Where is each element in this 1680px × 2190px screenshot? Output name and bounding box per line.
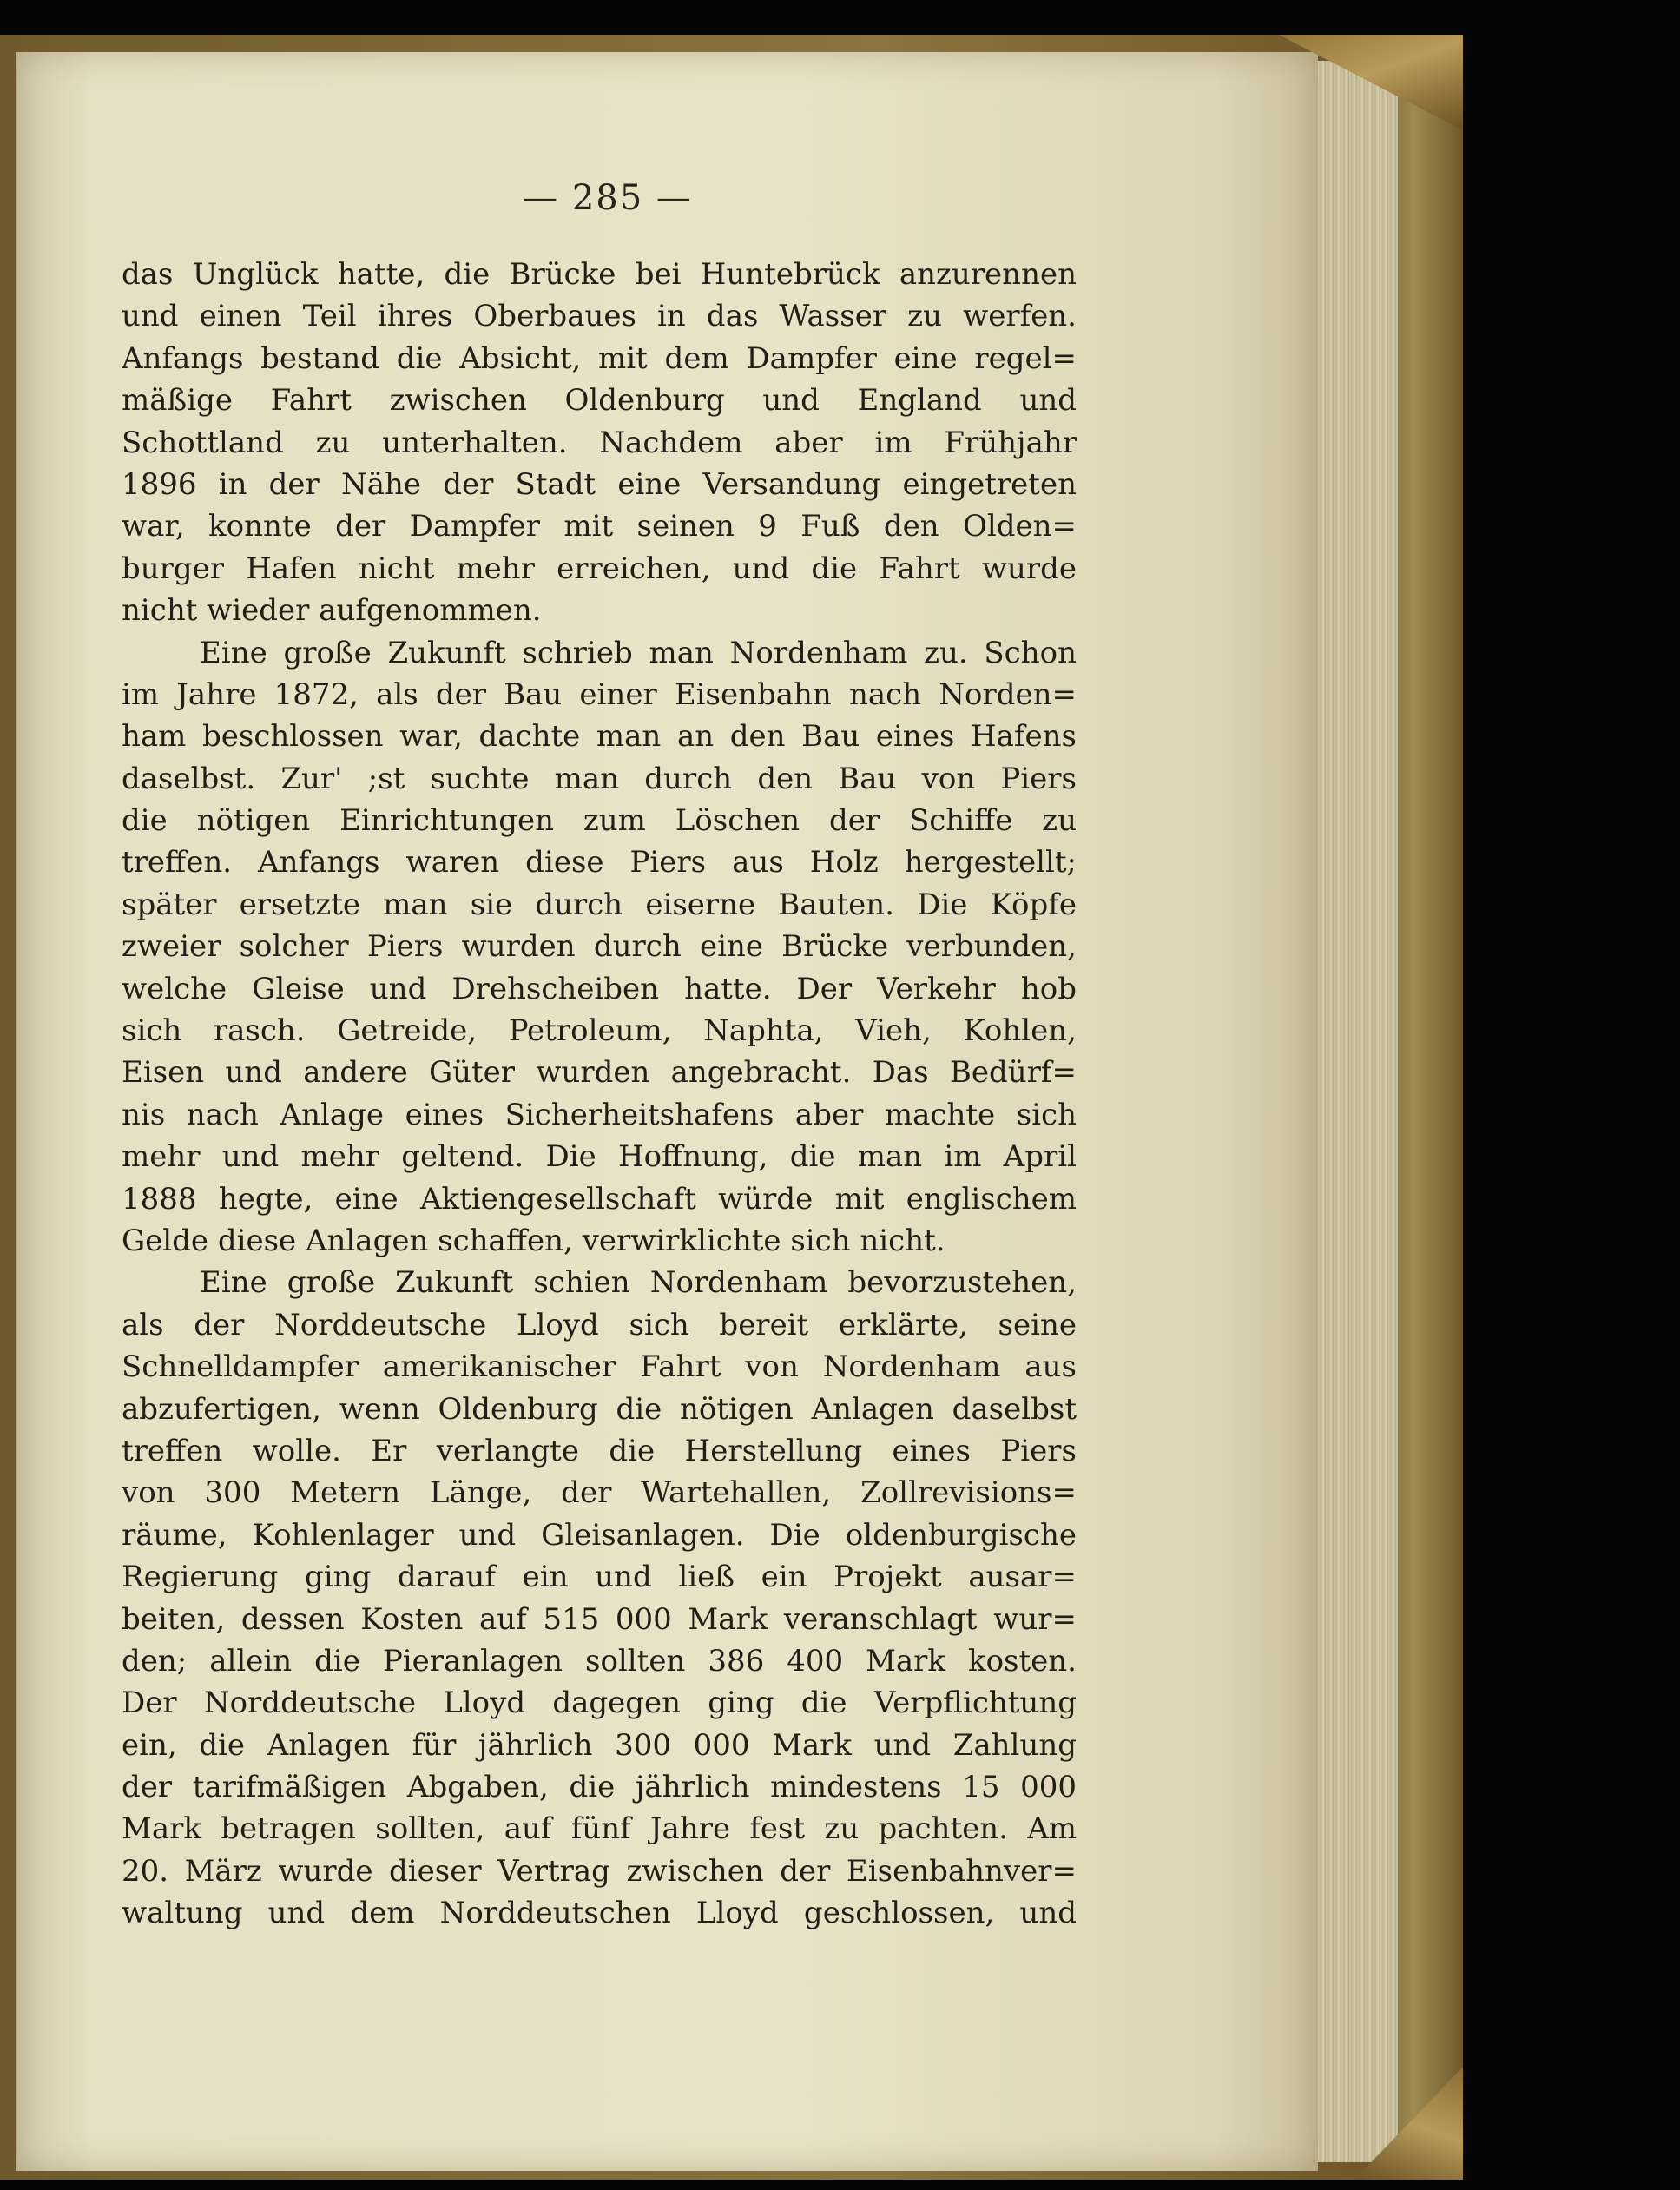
text-line: das Unglück hatte, die Brücke bei Huntebrück anzurennen <box>122 257 1077 292</box>
text-line: 1888 hegte, eine Aktiengesellschaft würde mit englischem <box>122 1181 1077 1217</box>
text-line: Eisen und andere Güter wurden angebracht. Das Bedürf= <box>122 1055 1077 1091</box>
text-line: treffen wolle. Er verlangte die Herstellung eines Piers <box>122 1433 1077 1468</box>
text-line: 20. März wurde dieser Vertrag zwischen der Eisenbahnver= <box>122 1853 1077 1889</box>
text-line: waltung und dem Norddeutschen Lloyd geschlossen, und <box>122 1896 1077 1931</box>
text-line: Regierung ging darauf ein und ließ ein Projekt ausar= <box>122 1560 1077 1595</box>
text-line: zweier solcher Piers wurden durch eine Brücke verbunden, <box>122 929 1077 965</box>
text-line: von 300 Metern Länge, der Wartehallen, Zollrevisions= <box>122 1475 1077 1511</box>
text-line: nicht wieder aufgenommen. <box>122 593 542 629</box>
text-line: abzufertigen, wenn Oldenburg die nötigen Anlagen daselbst <box>122 1391 1077 1427</box>
text-line: burger Hafen nicht mehr erreichen, und die Fahrt wurde <box>122 551 1077 586</box>
text-line: mäßige Fahrt zwischen Oldenburg und England und <box>122 383 1077 419</box>
text-line: Schottland zu unterhalten. Nachdem aber im Frühjahr <box>122 425 1077 460</box>
text-line: daselbst. Zur' ;st suchte man durch den Bau von Piers <box>122 761 1077 796</box>
text-line: treffen. Anfangs waren diese Piers aus Holz hergestellt; <box>122 845 1077 881</box>
text-line: den; allein die Pieranlagen sollten 386 400 Mark kosten. <box>122 1643 1077 1679</box>
text-line: ham beschlossen war, dachte man an den Bau eines Hafens <box>122 719 1077 755</box>
text-line: später ersetzte man sie durch eiserne Bauten. Die Köpfe <box>122 887 1077 922</box>
text-line: Anfangs bestand die Absicht, mit dem Dampfer eine regel= <box>122 340 1077 376</box>
body-text <box>122 254 1077 1935</box>
text-line: die nötigen Einrichtungen zum Löschen der Schiffe zu <box>122 803 1077 839</box>
text-line: Gelde diese Anlagen schaffen, verwirklichte sich nicht. <box>122 1223 945 1258</box>
text-line: war, konnte der Dampfer mit seinen 9 Fuß den Olden= <box>122 509 1077 544</box>
page-number: — 285 — <box>523 178 693 218</box>
text-line: Eine große Zukunft schien Nordenham bevorzustehen, <box>200 1265 1077 1301</box>
text-line: mehr und mehr geltend. Die Hoffnung, die man im April <box>122 1139 1077 1175</box>
text-line: Schnelldampfer amerikanischer Fahrt von Nordenham aus <box>122 1349 1077 1385</box>
page-gutter <box>16 69 17 2154</box>
text-line: als der Norddeutsche Lloyd sich bereit erklärte, seine <box>122 1307 1077 1342</box>
text-line: 1896 in der Nähe der Stadt eine Versandung eingetreten <box>122 466 1077 502</box>
text-line: sich rasch. Getreide, Petroleum, Naphta, Vieh, Kohlen, <box>122 1013 1077 1049</box>
text-line: im Jahre 1872, als der Bau einer Eisenbahn nach Norden= <box>122 676 1077 712</box>
text-line: ein, die Anlagen für jährlich 300 000 Mark und Zahlung <box>122 1727 1077 1763</box>
text-line: der tarifmäßigen Abgaben, die jährlich mindestens 15 000 <box>122 1770 1077 1805</box>
text-line: und einen Teil ihres Oberbaues in das Wasser zu werfen. <box>122 299 1077 334</box>
text-line: Der Norddeutsche Lloyd dagegen ging die Verpflichtung <box>122 1685 1077 1721</box>
text-line: nis nach Anlage eines Sicherheitshafens aber machte sich <box>122 1097 1077 1132</box>
text-line: beiten, dessen Kosten auf 515 000 Mark veranschlagt wur= <box>122 1601 1077 1637</box>
text-line: welche Gleise und Drehscheiben hatte. Der Verkehr hob <box>122 971 1077 1006</box>
text-line: räume, Kohlenlager und Gleisanlagen. Die oldenburgische <box>122 1517 1077 1553</box>
text-line: Mark betragen sollten, auf fünf Jahre fest zu pachten. Am <box>122 1811 1077 1847</box>
text-line: Eine große Zukunft schrieb man Nordenham zu. Schon <box>200 635 1077 670</box>
